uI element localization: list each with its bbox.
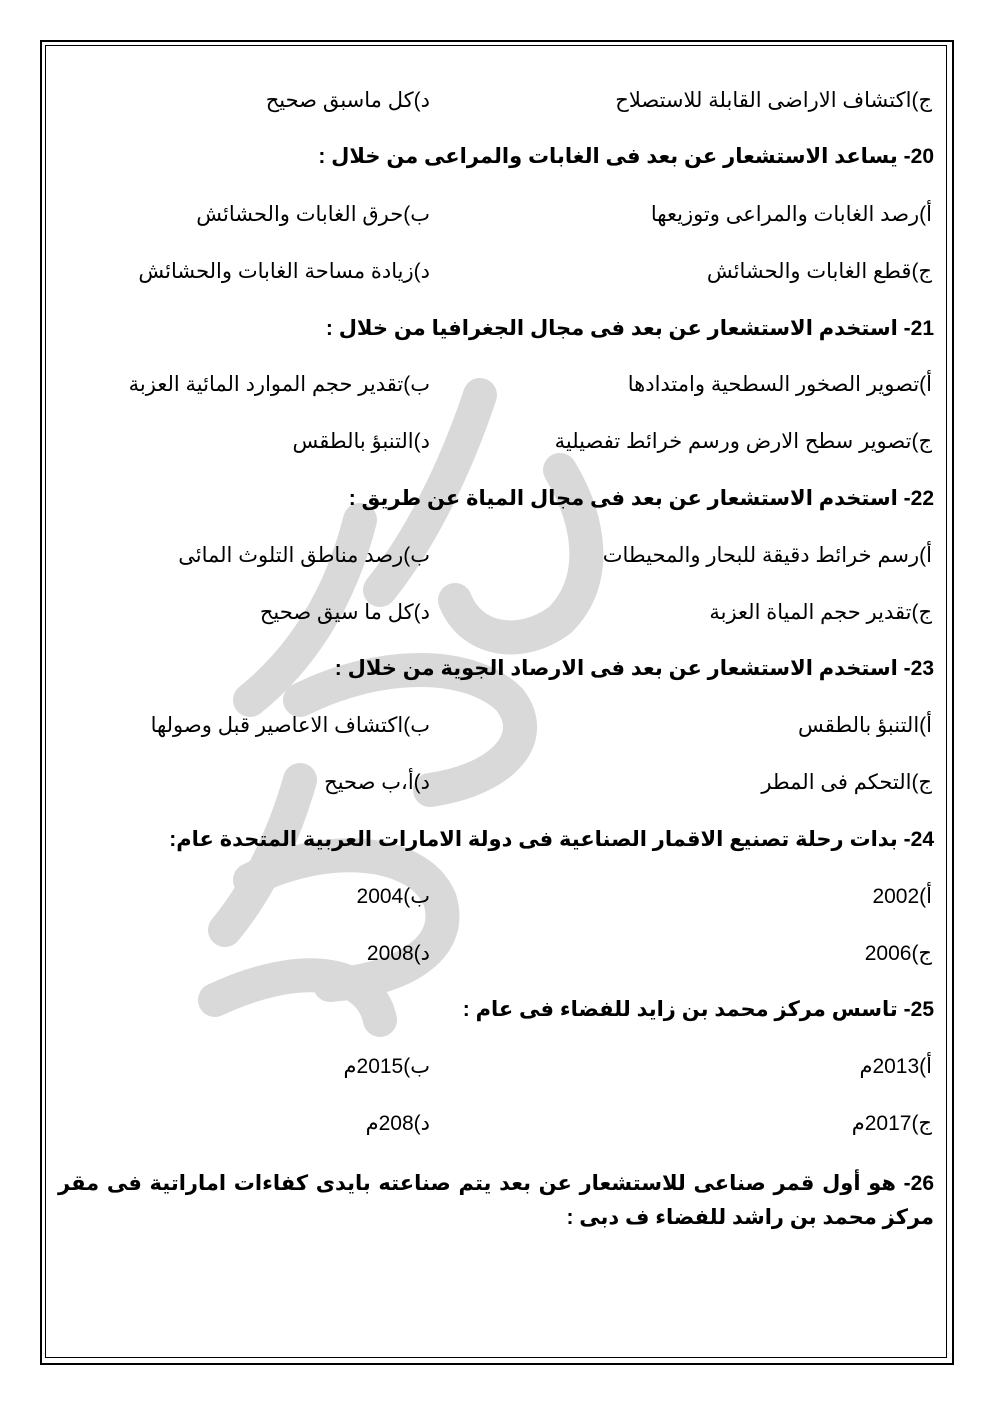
q19-option-d: د)كل ماسبق صحيح [265,89,430,112]
question-25: 25- تاسس مركز محمد بن زايد للفضاء فى عام : [462,998,934,1021]
q21-option-c: ج)تصوير سطح الارض ورسم خرائط تفصيلية [554,430,932,453]
q24-option-b: ب)2004 [356,885,430,908]
question-26: 26- هو أول قمر صناعى للاستشعار عن بعد يتم صناعته بايدى كفاءات اماراتية فى مقر مركز محمد بن راشد للفضاء ف دبى : [58,1172,934,1229]
q19-option-c: ج)اكتشاف الاراضى القابلة للاستصلاح [615,89,932,112]
q23-option-c: ج)التحكم فى المطر [761,771,932,794]
page-border-inner [45,45,947,1358]
question-21: 21- استخدم الاستشعار عن بعد فى مجال الجغرافيا من خلال : [325,317,934,340]
q25-option-b: ب)2015م [343,1055,430,1078]
q22-option-d: د)كل ما سيق صحيح [259,601,430,624]
q24-option-c: ج)2006 [864,942,932,965]
q25-option-d: د)208م [365,1112,430,1135]
question-22: 22- استخدم الاستشعار عن بعد فى مجال المياة عن طريق : [348,487,934,510]
q25-option-a: أ)2013م [859,1055,932,1078]
q20-option-a: أ)رصد الغابات والمراعى وتوزيعها [650,203,932,226]
q20-option-d: د)زيادة مساحة الغابات والحشائش [138,260,430,283]
question-24: 24- بدات رحلة تصنيع الاقمار الصناعية فى دولة الامارات العربية المتحدة عام: [169,828,934,851]
q23-option-d: د)أ،ب صحيح [324,771,430,794]
q23-option-b: ب)اكتشاف الاعاصير قبل وصولها [150,714,430,737]
q25-option-c: ج)2017م [851,1112,932,1135]
q20-option-c: ج)قطع الغابات والحشائش [706,260,932,283]
q20-option-b: ب)حرق الغابات والحشائش [196,203,430,226]
q22-option-b: ب)رصد مناطق التلوث المائى [178,544,430,567]
question-23: 23- استخدم الاستشعار عن بعد فى الارصاد الجوية من خلال : [334,657,934,680]
q21-option-b: ب)تقدير حجم الموارد المائية العزبة [128,373,430,396]
q21-option-a: أ)تصوير الصخور السطحية وامتدادها [627,373,932,396]
q24-option-d: د)2008 [366,942,430,965]
q22-option-a: أ)رسم خرائط دقيقة للبحار والمحيطات [602,544,932,567]
q22-option-c: ج)تقدير حجم المياة العزبة [709,601,932,624]
q23-option-a: أ)التنبؤ بالطقس [797,714,932,737]
q24-option-a: أ)2002 [872,885,932,908]
question-20: 20- يساعد الاستشعار عن بعد فى الغابات والمراعى من خلال : [318,145,934,168]
q21-option-d: د)التنبؤ بالطقس [292,430,430,453]
